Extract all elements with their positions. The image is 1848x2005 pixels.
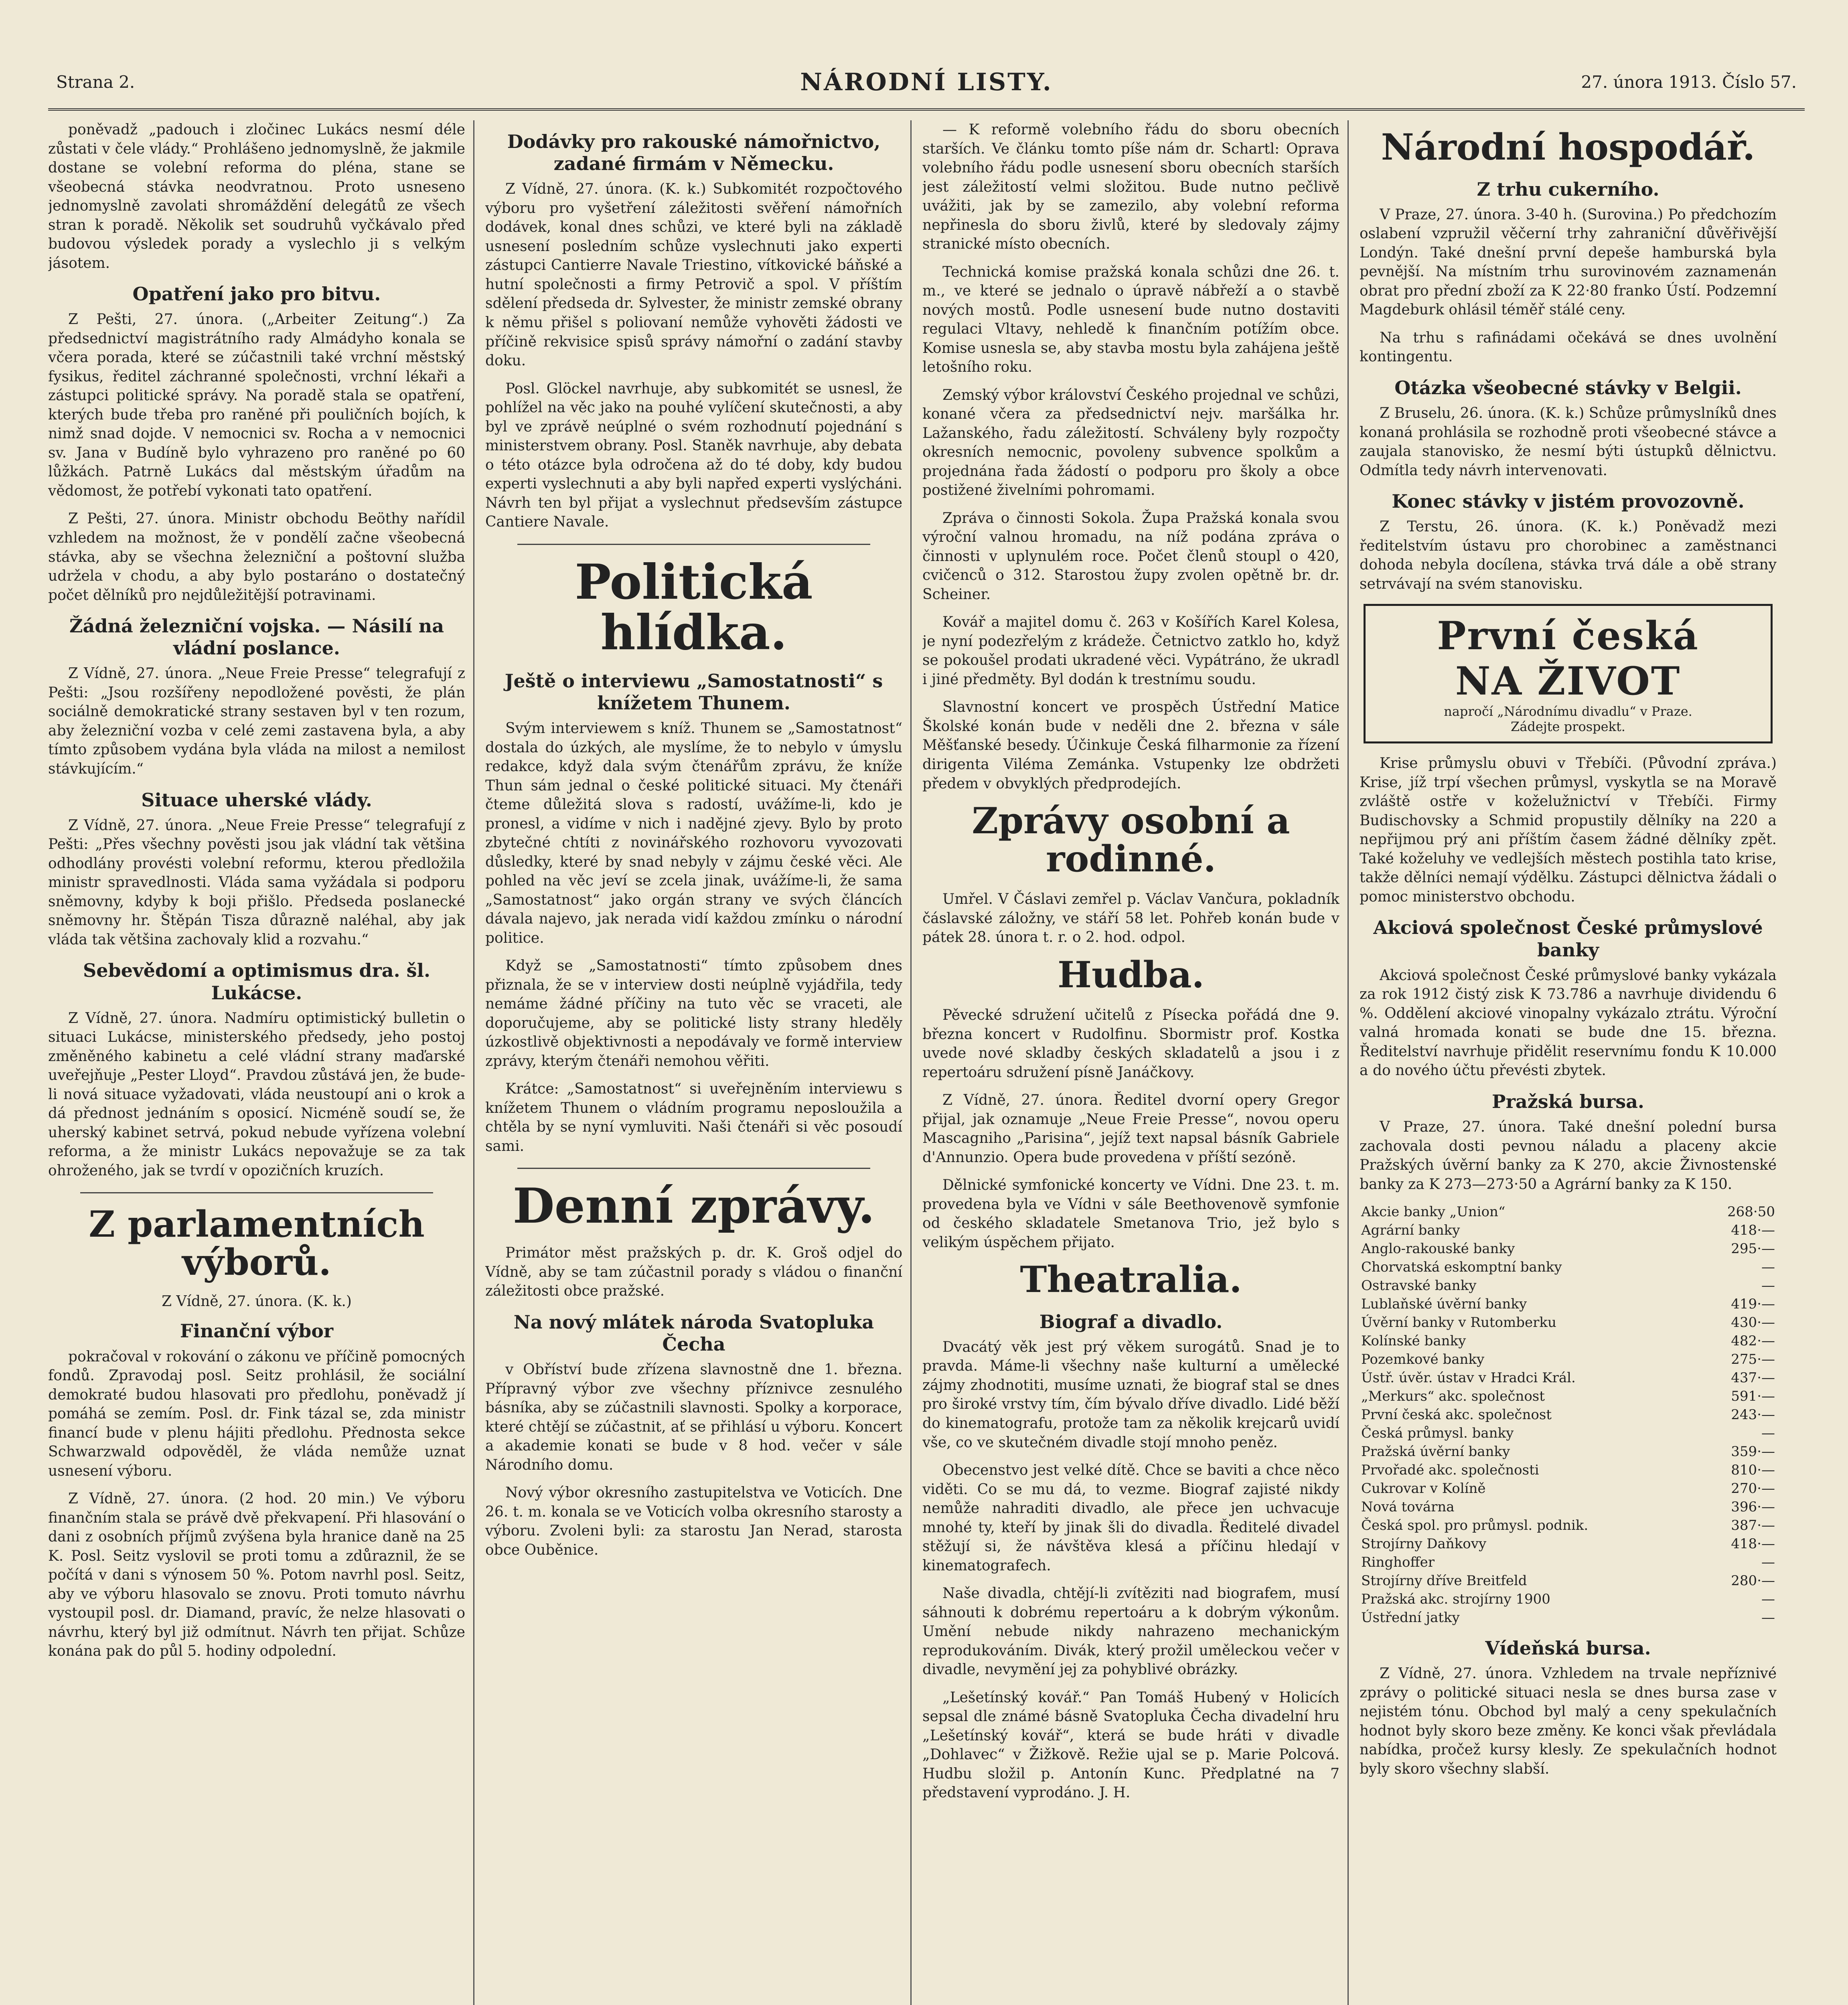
- dateline: Z Vídně, 27. února. (K. k.): [162, 1293, 352, 1310]
- security-name: „Merkurs“ akc. společnost: [1361, 1388, 1545, 1405]
- article-headline: Žádná železniční vojska. — Násilí na vládní poslance.: [69, 615, 444, 659]
- security-name: Pražská úvěrní banky: [1361, 1444, 1510, 1460]
- table-row: [1360, 1295, 1777, 1313]
- security-price: 295·—: [1731, 1241, 1775, 1257]
- article-headline: Otázka všeobecné stávky v Belgii.: [1394, 377, 1742, 399]
- article-text: Pěvecké sdružení učitelů z Písecka pořádá dne 9. března koncert v Rudolfinu. Sbormistr prof. Kostka uvede nové skladby českých skladatelů a jsou i z repertoáru sdružení písně Janáčkovy.: [922, 1007, 1339, 1081]
- security-price: 418·—: [1731, 1536, 1775, 1552]
- article-text: — K reformě volebního řádu do sboru obecních starších. Ve článku tomto píše nám dr. Schartl: Oprava volebního řádu podle usnesení sboru obecních starších jest záležitostí velmi složitou. Bude nutno pečlivě uvážiti, jak by se zamezilo, aby volební reforma nepřinesla do sboru živlů, které by sledovaly zájmy stranické místo obecních.: [922, 122, 1339, 253]
- security-name: Strojírny Daňkovy: [1361, 1536, 1487, 1552]
- table-row: [1360, 1461, 1777, 1479]
- table-row: [1360, 1406, 1777, 1424]
- column-rule: [910, 120, 912, 2005]
- article-headline: Z trhu cukerního.: [1477, 178, 1660, 200]
- security-price: 275·—: [1731, 1351, 1775, 1368]
- security-price: 418·—: [1731, 1222, 1775, 1239]
- article-headline: Pražská bursa.: [1492, 1090, 1644, 1112]
- table-row: [1360, 1553, 1777, 1572]
- section-title: Denní zprávy.: [513, 1178, 875, 1235]
- article-text: Nový výbor okresního zastupitelstva ve Voticích. Dne 26. t. m. konala se ve Voticích volba okresního starosty a výboru. Zvoleni byli: za starostu Jan Nerad, starosta obce Ouběnice.: [485, 1485, 902, 1558]
- table-row: [1360, 1442, 1777, 1461]
- table-row: [1360, 1258, 1777, 1276]
- security-price: 482·—: [1731, 1333, 1775, 1349]
- article-text: Z Bruselu, 26. února. (K. k.) Schůze průmyslníků dnes konaná prohlásila se rozhodně proti všeobecné stávce a zaujala stanovisko, že nesmí býti ústupků dělnictvu. Odmítla tedy návrh intervenovati.: [1360, 405, 1777, 479]
- article-text: Umřel. V Čáslavi zemřel p. Václav Vančura, pokladník čáslavské záložny, ve stáří 58 let. Pohřeb konán bude v pátek 28. února t. r. o 2. hod. odpol.: [922, 891, 1339, 946]
- article-text: Obecenstvo jest velké dítě. Chce se baviti a chce něco viděti. Co se mu dá, to vezme. Biograf zajisté nikdy nemůže nahraditi divadlo, ale přece jen uchvacuje mnohé ty, kteří by jinak šli do divadla. Ředitelé divadel stěžují si, že návštěva klesá a příčinu hledají v kinematografech.: [922, 1462, 1339, 1574]
- security-price: —: [1761, 1259, 1775, 1276]
- security-price: 270·—: [1731, 1480, 1775, 1497]
- article-text: Slavnostní koncert ve prospěch Ústřední Matice Školské konán bude v neděli dne 2. března v sále Měšťanské besedy. Účinkuje Česká filharmonie za řízení dirigenta Viléma Zemánka. Vstupenky lze obdržeti předem v obvyklých předprodejích.: [922, 699, 1339, 792]
- divider: [80, 1192, 433, 1193]
- security-price: 387·—: [1731, 1517, 1775, 1534]
- column-rule: [473, 120, 474, 2005]
- ad-title-2: NA ŽIVOT: [1455, 658, 1681, 704]
- article-text: „Lešetínský kovář.“ Pan Tomáš Hubený v Holicích sepsal dle známé básně Svatopluka Čecha divadelní hru „Lešetínský kovář“, která se bude hráti v divadle „Dohlavec“ v Žižkově. Režie ujal se p. Marie Polcová. Hudbu složil p. Antonín Kunc. Předplatné na 7 představení vyprodáno. J. H.: [922, 1689, 1339, 1801]
- security-price: 280·—: [1731, 1573, 1775, 1589]
- security-name: Česká spol. pro průmysl. podnik.: [1361, 1517, 1589, 1534]
- article-text: Dvacátý věk jest prý věkem surogátů. Snad je to pravda. Máme-li všechny naše kulturní a umělecké zájmy zhodnotiti, musíme uznati, že biograf stal se dnes pro široké vrstvy tím, čím bývalo dříve divadlo. Lidé běží do kinematografu, protože tam za několik krejcarů uvidí vše, co ve skutečném divadle stojí mnoho peněz.: [922, 1339, 1339, 1451]
- masthead: [48, 64, 1805, 111]
- section-title: Politická hlídka.: [575, 553, 813, 661]
- article-headline: Sebevědomí a optimismus dra. šl. Lukácse.: [83, 960, 430, 1004]
- section-title: Z parlamentních výborů.: [89, 1203, 425, 1284]
- article-headline: Finanční výbor: [180, 1320, 334, 1342]
- security-price: 437·—: [1731, 1370, 1775, 1386]
- table-row: [1360, 1479, 1777, 1498]
- table-row: [1360, 1590, 1777, 1608]
- security-price: —: [1761, 1610, 1775, 1626]
- security-price: 810·—: [1731, 1462, 1775, 1478]
- column-rule: [1348, 120, 1349, 2005]
- article-text: Zpráva o činnosti Sokola. Župa Pražská konala svou výroční valnou hromadu, na níž podána zpráva o činnosti v uplynulém roce. Počet členů stoupl o 420, cvičenců o 312. Starostou župy zvolen opětně br. dr. Scheiner.: [922, 510, 1339, 603]
- security-name: Česká průmysl. banky: [1361, 1425, 1514, 1442]
- article-text: Z Vídně, 27. února. (K. k.) Subkomitét rozpočtového výboru pro vyšetření záležitosti svěření námořních dodávek, konal dnes schůzi, ve které byli na základě usnesení posledním schůze vyslechnuti jako experti zástupci Cantierre Navale Triestino, vítkovické báňské a hutní společnosti a firmy Petrovič a spol. V příštím sdělení předseda dr. Sylvester, že ministr zemské obrany k němu přišel s poliovaní nemůže vyhověti žádosti ve příčině rekvisice spisů správy námořní o zadání stavby doku.: [485, 181, 902, 369]
- security-name: Pozemkové banky: [1361, 1351, 1485, 1368]
- security-name: Agrární banky: [1361, 1222, 1460, 1239]
- table-row: [1360, 1369, 1777, 1387]
- table-row: [1360, 1516, 1777, 1535]
- page-label: Strana 2.: [56, 72, 135, 92]
- article-text: Posl. Glöckel navrhuje, aby subkomitét se usnesl, že pohlížel na věc jako na pouhé vylíčení skutečnosti, a aby byl ve zprávě neúplné o svém rozhodnutí pojednání s ministerstvem obrany. Posl. Staněk navrhuje, aby debata o této otázce byla odročena až do té doby, kdy budou experti vyslechnuti a aby byli napřed experti vyslýcháni. Návrh ten byl přijat a vyslechnut předsevším zástupce Cantiere Navale.: [485, 380, 902, 531]
- article-text: Akciová společnost České průmyslové banky vykázala za rok 1912 čistý zisk K 73.786 a navrhuje dividendu 6 %. Oddělení akciové vinopalny vykázalo ztrátu. Výroční valná hromada konati se bude dne 15. března. Ředitelství navrhuje přidělit reservnímu fondu K 10.000 a do nového účtu převésti zbytek.: [1360, 967, 1777, 1079]
- column-1: [48, 120, 465, 2005]
- section-title: Hudba.: [1058, 953, 1204, 996]
- article-text: poněvadž „padouch i zločinec Lukács nesmí déle zůstati v čele vlády.“ Prohlášeno jednomyslně, že jakmile dostane se volební reforma do pléna, stane se všeobecná stávka neodvratnou. Proto usneseno jednomyslně zavolati shromáždění delegátů ze všech stran k poradě. Několik set soudruhů vyčkávalo před budovou výsledek porady a vyslechlo ji s velkým jásotem.: [48, 122, 465, 271]
- article-headline: Vídeňská bursa.: [1485, 1637, 1651, 1659]
- article-text: Kovář a majitel domu č. 263 v Košířích Karel Kolesa, je nyní podezřelým z krádeže. Četnictvo zatklo ho, když se pokoušel prodati ukradené věci. Vypátráno, že ukradl i jiné předměty. Byl dodán k trestnímu soudu.: [922, 614, 1339, 688]
- security-name: Prvořadé akc. společnosti: [1361, 1462, 1539, 1478]
- table-row: [1360, 1332, 1777, 1350]
- security-name: Strojírny dříve Breitfeld: [1361, 1573, 1527, 1589]
- security-name: Chorvatská eskomptní banky: [1361, 1259, 1562, 1276]
- security-name: Lublaňské úvěrní banky: [1361, 1296, 1527, 1312]
- article-text: Když se „Samostatnosti“ tímto způsobem dnes přiznala, že se v interview dosti neúplně vyjádřila, tedy nemáme žádné příčiny na tuto věc se vraceti, ale doporučujeme, aby se politické listy strany hleděly úzkostlivě objektivnosti a nepodávaly ve formě interview zprávy, kterým čtenáři nemohou věřiti.: [485, 958, 902, 1069]
- security-price: 419·—: [1731, 1296, 1775, 1312]
- security-name: První česká akc. společnost: [1361, 1407, 1552, 1423]
- security-name: Ringhoffer: [1361, 1554, 1435, 1571]
- security-name: Nová továrna: [1361, 1499, 1455, 1515]
- table-row: [1360, 1572, 1777, 1590]
- column-3: [922, 120, 1339, 2005]
- table-row: [1360, 1276, 1777, 1295]
- security-name: Pražská akc. strojírny 1900: [1361, 1591, 1550, 1608]
- column-2: [485, 120, 902, 2005]
- article-headline: Opatření jako pro bitvu.: [132, 283, 381, 305]
- article-text: Krátce: „Samostatnost“ si uveřejněním interviewu s knížetem Thunem o vládním programu neposloužila a chtěla by se nyní vymluviti. Naši čtenáři si věc posoudí sami.: [485, 1081, 902, 1154]
- article-text: Z Vídně, 27. února. Vzhledem na trvale nepříznivé zprávy o politické situaci nesla se dnes bursa zase v nejistém tónu. Obchod byl malý a ceny spekulačních hodnot byly skoro beze změny. Ke konci však převládala nabídka, pročež kursy klesly. Ze spekulačních hodnot byly skoro všechny slabší.: [1360, 1665, 1777, 1777]
- article-text: Z Vídně, 27. února. (2 hod. 20 min.) Ve výboru finančním stala se právě dvě překvapení. Při hlasování o dani z osobních příjmů zvýšena byla hranice daně na 25 K. Posl. Seitz vyslovil se proti tomu a zdůraznil, že se počítá v dani s výnosem 50 %. Potom navrhl posl. Seitz, aby ve výboru hlasovalo se znovu. Proti tomuto návrhu vystoupil posl. dr. Diamand, pravíc, že nelze hlasovati o návrhu, který byl již odmítnut. Návrh ten přijat. Schůze konána pak do půl 5. hodiny odpolední.: [48, 1491, 465, 1660]
- article-text: Svým interviewem s kníž. Thunem se „Samostatnost“ dostala do úzkých, ale myslíme, že to nebylo v úmyslu redakce, když dala svým čtenářům zprávu, že kníže Thun sám jednal o české politické situaci. My čtenáři čteme důležitá slova s radostí, uvážíme-li, kdo je pronesl, a vidíme v nich i nadějné zjevy. Bylo by proto zbytečné chtíti z novinářského rozhovoru vyvozovati důsledky, které by snad nebyly v zájmu české věci. Ale pohled na věc jeví se zcela jinak, uvážíme-li, že sama „Samostatnost“ jako orgán strany ve svých článcích dávala najevo, jak nerada vidí každou zmínku o národní politice.: [485, 720, 902, 946]
- article-headline: Biograf a divadlo.: [1039, 1310, 1223, 1333]
- table-row: [1360, 1424, 1777, 1442]
- ad-title: První česká: [1437, 613, 1699, 659]
- article-text: Z Pešti, 27. února. Ministr obchodu Beöthy nařídil vzhledem na možnost, že v pondělí začne všeobecná stávka, aby se všechna železniční a poštovní služba udržela v chodu, a aby bylo postaráno o dostatečný počet dělníků pro nejdůležitější potravinami.: [48, 510, 465, 604]
- security-price: 430·—: [1731, 1314, 1775, 1331]
- table-row: [1360, 1203, 1777, 1221]
- bourse-table: [1360, 1203, 1777, 1627]
- article-text: Z Vídně, 27. února. Ředitel dvorní opery Gregor přijal, jak oznamuje „Neue Freie Presse“, novou operu Mascagniho „Parisina“, jejíž text napsal básník Gabriele d'Annunzio. Opera bude provedena v příští sezóně.: [922, 1092, 1339, 1166]
- article-text: Krise průmyslu obuvi v Třebíči. (Původní zpráva.) Krise, jíž trpí všechen průmysl, vyskytla se na Moravě zvláště ostře v koželužnictví v Třebíči. Firmy Budischovsky a Schmid propustily dělníky na 220 a nepřijmou prý ani příštím časem žádné dělníky zpět. Také koželuhy ve vedlejších městech postihla tato krise, takže dělníci nemají výdělku. Zástupci dělnictva žádali o pomoc ministerstvo obchodu.: [1360, 755, 1777, 905]
- table-row: [1360, 1313, 1777, 1332]
- paper-title: NÁRODNÍ LISTY.: [800, 68, 1053, 96]
- article-text: v Obříství bude zřízena slavnostně dne 1. března. Přípravný výbor zve všechny příznivce zesnulého básníka, aby se zúčastnili slavnosti. Spolky a korporace, které chtějí se zúčastnit, ať se přihlásí u výboru. Koncert a akademie konati se bude v 8 hod. večer v sále Národního domu.: [485, 1361, 902, 1473]
- section-title: Národní hospodář.: [1381, 126, 1755, 168]
- article-headline: Dodávky pro rakouské námořnictvo, zadané firmám v Německu.: [507, 131, 881, 175]
- security-price: —: [1761, 1554, 1775, 1571]
- security-name: Úvěrní banky v Rutomberku: [1361, 1314, 1556, 1331]
- security-price: 359·—: [1731, 1444, 1775, 1460]
- article-text: Technická komise pražská konala schůzi dne 26. t. m., ve které se jednalo o úpravě nábřeží a o stavbě nových mostů. Podle usnesení bude nutno dostaviti regulaci Vltavy, nehledě k finančním potížím obce. Komise usnesla se, aby stavba mostu byla zahájena ještě letošního roku.: [922, 263, 1339, 376]
- article-text: Z Vídně, 27. února. Nadmíru optimistický bulletin o situaci Lukácse, ministerského předsedy, jeho postoj změněného kabinetu a celé vládní strany maďarské uveřejňuje „Pester Lloyd“. Pravdou zůstává jen, že bude-li nová situace vyžadovati, vláda neustoupí ani o krok a dá přednost jednáním s oposicí. Nicméně soudí se, že uherský kabinet setrvá, pokud nebude vyřízena volební reforma, a že ministr Lukács nepovažuje se za tak ohroženého, jak se tvrdí v opozičních kruzích.: [48, 1010, 465, 1179]
- divider: [517, 544, 870, 545]
- table-row: [1360, 1239, 1777, 1258]
- table-row: [1360, 1350, 1777, 1369]
- article-text: Primátor měst pražských p. dr. K. Groš odjel do Vídně, aby se tam zúčastnil porady s vládou o finanční záležitosti obce pražské.: [485, 1245, 902, 1300]
- table-row: [1360, 1387, 1777, 1406]
- security-name: Akcie banky „Union“: [1361, 1204, 1506, 1220]
- security-name: Anglo-rakouské banky: [1361, 1241, 1515, 1257]
- article-text: V Praze, 27. února. 3-40 h. (Surovina.) Po předchozím oslabení vzpružil věčerní trhy zahraniční důvěřivější Londýn. Také dnešní první depeše hamburská byla pevnější. Na místním trhu surovinovém zaznamenán obrat pro přední zboží za K 22·80 franko Ústí. Podzemní Magdeburk ohlásil téměř stálé ceny.: [1360, 206, 1777, 318]
- table-row: [1360, 1498, 1777, 1516]
- article-text: Zemský výbor království Českého projednal ve schůzi, konané včera za předsednictví nejv. maršálka hr. Lažanského, řadu záležitostí. Schváleny byly rozpočty okresních nemocnic, povoleny subvence spolkům a projednána řada žádostí o podporu pro školy a obce postižené živelními pohromami.: [922, 387, 1339, 499]
- security-name: Cukrovar v Kolíně: [1361, 1480, 1486, 1497]
- ad-text: Zádejte prospekt.: [1511, 719, 1625, 735]
- security-name: Kolínské banky: [1361, 1333, 1466, 1349]
- section-title: Zprávy osobní a rodinné.: [972, 800, 1290, 880]
- article-headline: Na nový mlátek národa Svatopluka Čecha: [513, 1311, 874, 1355]
- column-4: [1360, 120, 1777, 2005]
- article-headline: Situace uherské vlády.: [141, 789, 372, 811]
- security-name: Ostravské banky: [1361, 1278, 1477, 1294]
- security-price: 396·—: [1731, 1499, 1775, 1515]
- ad-text: napročí „Národnímu divadlu“ v Praze.: [1444, 704, 1692, 719]
- article-headline: Akciová společnost České průmyslové banky: [1373, 917, 1763, 961]
- article-text: Naše divadla, chtějí-li zvítěziti nad biografem, musí sáhnouti k dobrému repertoáru a k dobrým výkonům. Umění nebude nikdy nahrazeno mechanickým reprodukováním. Divák, který prožil uměleckou večer v divadle, nevymění jej za pohyblivé obrázky.: [922, 1585, 1339, 1678]
- divider: [517, 1168, 870, 1169]
- table-row: [1360, 1221, 1777, 1239]
- table-row: [1360, 1608, 1777, 1627]
- security-price: —: [1761, 1278, 1775, 1294]
- article-text: Dělnické symfonické koncerty ve Vídni. Dne 23. t. m. provedena byla ve Vídni v sále Beethovenově symfonie od českého skladatele Smetanova Trio, jež bylo s velikým úspěchem přijato.: [922, 1177, 1339, 1251]
- table-row: [1360, 1535, 1777, 1553]
- article-text: V Praze, 27. února. Také dnešní polední bursa zachovala dosti pevnou náladu a placeny akcie Pražských úvěrní banky za K 270, akcie Živnostenské banky za K 273—273·50 a Agrární banky za K 150.: [1360, 1119, 1777, 1193]
- article-text: Z Vídně, 27. února. „Neue Freie Presse“ telegrafují z Pešti: „Přes všechny pověsti jsou jak vládní tak většina odhodlány provésti volební reformu, kterou předložila ministr spravedlnosti. Vláda sama vyžádala si podporu sněmovny, kdyby k boji přišlo. Předseda poslanecké sněmovny hr. Štěpán Tisza důrazně naléhal, aby jak vláda tak většina zachovaly klid a rozvahu.“: [48, 817, 465, 948]
- insurance-advertisement: [1364, 604, 1773, 743]
- article-text: Z Terstu, 26. února. (K. k.) Poněvadž mezi ředitelstvím ústavu pro chorobinec a zaměstnanci dohoda nebyla docílena, stávka trvá dále a obě strany setrvávají na svém stanovisku.: [1360, 518, 1777, 592]
- article-headline: Konec stávky v jistém provozovně.: [1392, 490, 1745, 512]
- article-headline: Ještě o interviewu „Samostatnosti“ s knížetem Thunem.: [505, 670, 883, 714]
- security-price: —: [1761, 1425, 1775, 1442]
- article-text: Z Vídně, 27. února. „Neue Freie Presse“ telegrafují z Pešti: „Jsou rozšířeny nepodložené pověsti, že plán sociálně demokratické strany sestaven byl v ten rozum, aby železniční vozba v celé zemi zastavena byla, a aby tímto způsobem vydána byla vláda na milost a nemilost stávkujícím.“: [48, 665, 465, 777]
- article-text: pokračoval v rokování o zákonu ve příčině pomocných fondů. Zpravodaj posl. Seitz prohlásil, že sociální demokraté budou hlasovati pro předlohu, poněvadž jí pomáhá se zemím. Posl. dr. Fink tázal se, zda ministr financí bude v plenu hájiti předlohu. Přednosta sekce Schwarzwald odpověděl, že vláda nemůže uznat usnesení výboru.: [48, 1348, 465, 1479]
- security-price: —: [1761, 1591, 1775, 1608]
- security-price: 268·50: [1727, 1204, 1775, 1220]
- section-title: Theatralia.: [1020, 1258, 1242, 1301]
- security-price: 243·—: [1731, 1407, 1775, 1423]
- security-name: Ústřední jatky: [1361, 1610, 1460, 1626]
- issue-info: 27. února 1913. Číslo 57.: [1581, 72, 1797, 92]
- article-text: Na trhu s rafinádami očekává se dnes uvolnění kontingentu.: [1360, 329, 1777, 365]
- article-text: Z Pešti, 27. února. („Arbeiter Zeitung“.) Za předsednictví magistrátního rady Almádyho konala se včera porada, které se zúčastnili také vrchní městský fysikus, ředitel záchranné společnosti, vrchní lékaři a zástupci politické správy. Na poradě stala se opatření, kterých bude třeba pro raněné při pouličních bojích, k nimž snad dojde. V nemocnici sv. Rocha a v nemocnici sv. Jana v Budíně bylo vyhrazeno pro raněné po 60 lůžkách. Patrně Lukács dal městským úřadům na vědomost, že potřebí vykonati tato opatření.: [48, 311, 465, 499]
- security-price: 591·—: [1731, 1388, 1775, 1405]
- security-name: Ústř. úvěr. ústav v Hradci Král.: [1361, 1370, 1576, 1386]
